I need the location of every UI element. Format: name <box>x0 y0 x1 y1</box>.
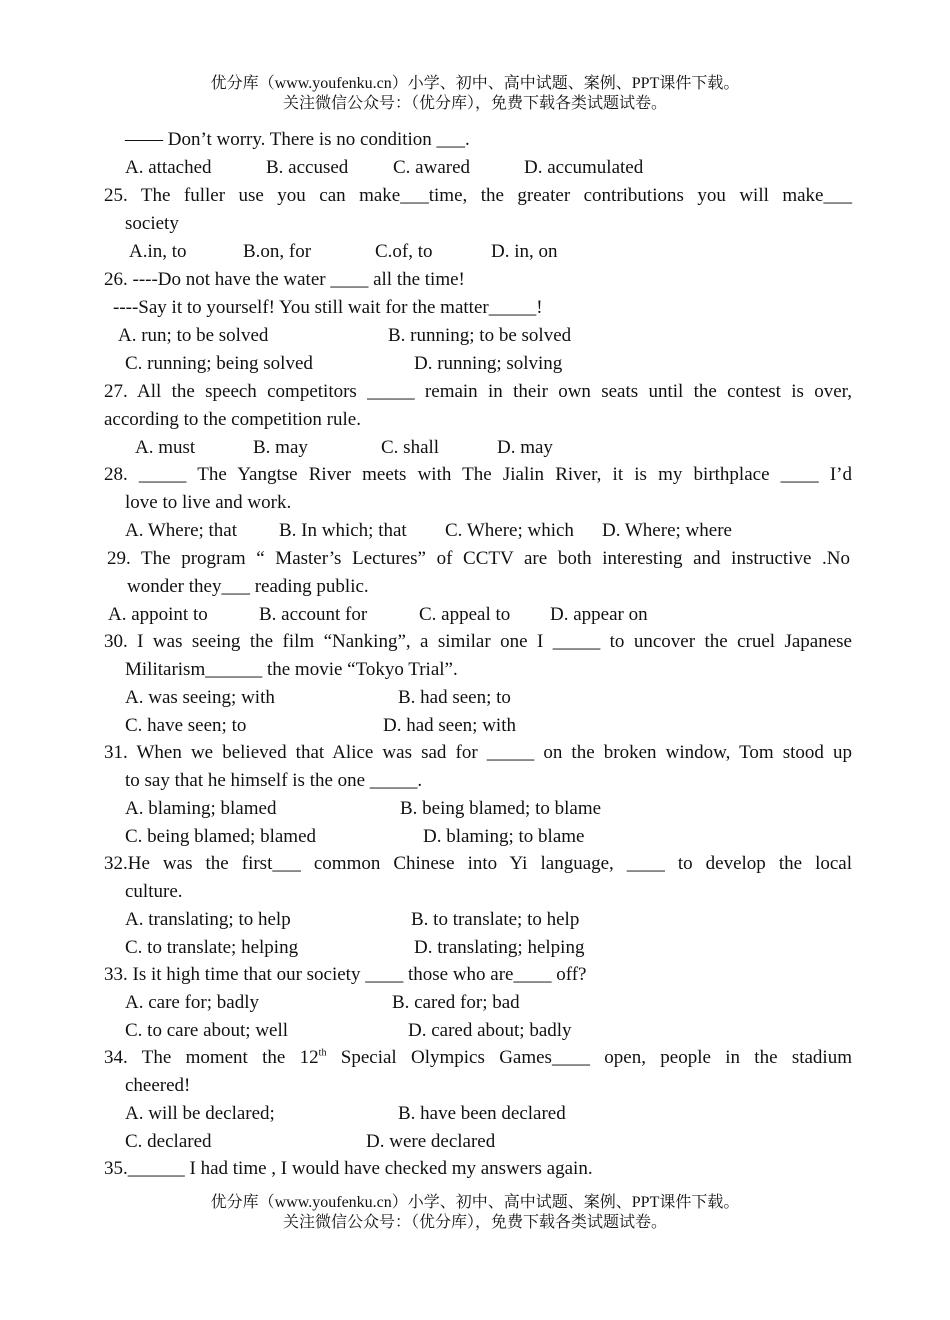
option-b: B. In which; that <box>279 520 407 541</box>
option-b: B.on, for <box>243 241 312 262</box>
option-d: D. accumulated <box>524 157 644 178</box>
question-stem: 32.He was the first___ common Chinese into Yi language, ____ to develop the local <box>104 853 852 874</box>
option-c: C. have seen; to <box>125 715 247 736</box>
option-c: C. appeal to <box>419 604 511 625</box>
question-stem-cont: according to the competition rule. <box>104 409 361 430</box>
question-stem: 31. When we believed that Alice was sad for _____ on the broken window, Tom stood up <box>104 742 852 763</box>
option-d: D. cared about; badly <box>408 1020 572 1041</box>
footer-line-1: 优分库（www.youfenku.cn）小学、初中、高中试题、案例、PPT课件下载。 <box>210 1194 740 1211</box>
question-stem-cont: wonder they___ reading public. <box>127 576 369 597</box>
option-c: C. running; being solved <box>125 353 313 374</box>
option-b: B. had seen; to <box>398 687 511 708</box>
question-stem-cont: culture. <box>125 881 183 902</box>
option-a: A. blaming; blamed <box>125 798 277 819</box>
option-c: C.of, to <box>375 241 433 262</box>
question-stem: —— Don’t worry. There is no condition ___. <box>125 129 470 150</box>
option-a: A. care for; badly <box>125 992 259 1013</box>
option-d: D. translating; helping <box>414 937 585 958</box>
option-b: B. to translate; to help <box>411 909 580 930</box>
option-b: B. account for <box>259 604 368 625</box>
option-c: C. declared <box>125 1131 212 1152</box>
option-b: B. may <box>253 437 308 458</box>
option-b: B. cared for; bad <box>392 992 520 1013</box>
option-b: B. being blamed; to blame <box>400 798 602 819</box>
option-c: C. to care about; well <box>125 1020 289 1041</box>
question-stem-cont: ----Say it to yourself! You still wait for the matter_____! <box>113 297 543 318</box>
stem-part-1: 34. The moment the 12 <box>104 1047 319 1068</box>
option-d: D. had seen; with <box>383 715 516 736</box>
question-stem-cont: cheered! <box>125 1075 191 1096</box>
option-d: D. Where; where <box>602 520 732 541</box>
option-c: C. to translate; helping <box>125 937 299 958</box>
option-c: C. Where; which <box>445 520 574 541</box>
option-a: A. must <box>135 437 196 458</box>
option-d: D. were declared <box>366 1131 496 1152</box>
option-c: C. shall <box>381 437 440 458</box>
question-stem-cont: love to live and work. <box>125 492 292 513</box>
option-a: A. appoint to <box>108 604 208 625</box>
question-stem: 25. The fuller use you can make___time, the greater contributions you will make___ <box>104 185 852 206</box>
option-a: A. Where; that <box>125 520 238 541</box>
stem-part-2: Special Olympics Games____ open, people in the stadium <box>326 1047 852 1068</box>
option-d: D. appear on <box>550 604 648 625</box>
question-stem: 27. All the speech competitors _____ remain in their own seats until the contest is over, <box>104 381 852 402</box>
option-a: A. translating; to help <box>125 909 291 930</box>
option-b: B. running; to be solved <box>388 325 572 346</box>
option-a: A.in, to <box>129 241 187 262</box>
question-stem-cont: society <box>125 213 179 234</box>
footer-line-2: 关注微信公众号：（优分库），免费下载各类试题试卷。 <box>282 1214 667 1231</box>
question-stem: 28. _____ The Yangtse River meets with The Jialin River, it is my birthplace ____ I’d <box>104 464 852 485</box>
question-stem-cont: to say that he himself is the one _____. <box>125 770 423 791</box>
question-stem: 35.______ I had time , I would have checked my answers again. <box>104 1158 593 1179</box>
header-line-2: 关注微信公众号：（优分库），免费下载各类试题试卷。 <box>282 95 667 112</box>
question-stem-cont: Militarism______ the movie “Tokyo Trial”. <box>125 659 458 680</box>
superscript-th: th <box>318 1047 327 1059</box>
option-d: D. in, on <box>491 241 558 262</box>
question-stem: 33. Is it high time that our society ____ those who are____ off? <box>104 964 587 985</box>
option-c: C. awared <box>393 157 471 178</box>
option-d: D. running; solving <box>414 353 563 374</box>
option-b: B. have been declared <box>398 1103 566 1124</box>
option-a: A. was seeing; with <box>125 687 275 708</box>
header-line-1: 优分库（www.youfenku.cn）小学、初中、高中试题、案例、PPT课件下载。 <box>210 75 740 92</box>
option-b: B. accused <box>266 157 349 178</box>
option-d: D. blaming; to blame <box>423 826 585 847</box>
option-a: A. will be declared; <box>125 1103 275 1124</box>
question-stem: 29. The program “ Master’s Lectures” of CCTV are both interesting and instructive .No <box>107 548 850 569</box>
option-a: A. run; to be solved <box>118 325 269 346</box>
question-stem <box>104 1046 852 1070</box>
question-stem: 26. ----Do not have the water ____ all the time! <box>104 269 465 290</box>
option-d: D. may <box>497 437 553 458</box>
question-stem: 30. I was seeing the film “Nanking”, a similar one I _____ to uncover the cruel Japanese <box>104 631 852 652</box>
option-c: C. being blamed; blamed <box>125 826 317 847</box>
option-a: A. attached <box>125 157 212 178</box>
